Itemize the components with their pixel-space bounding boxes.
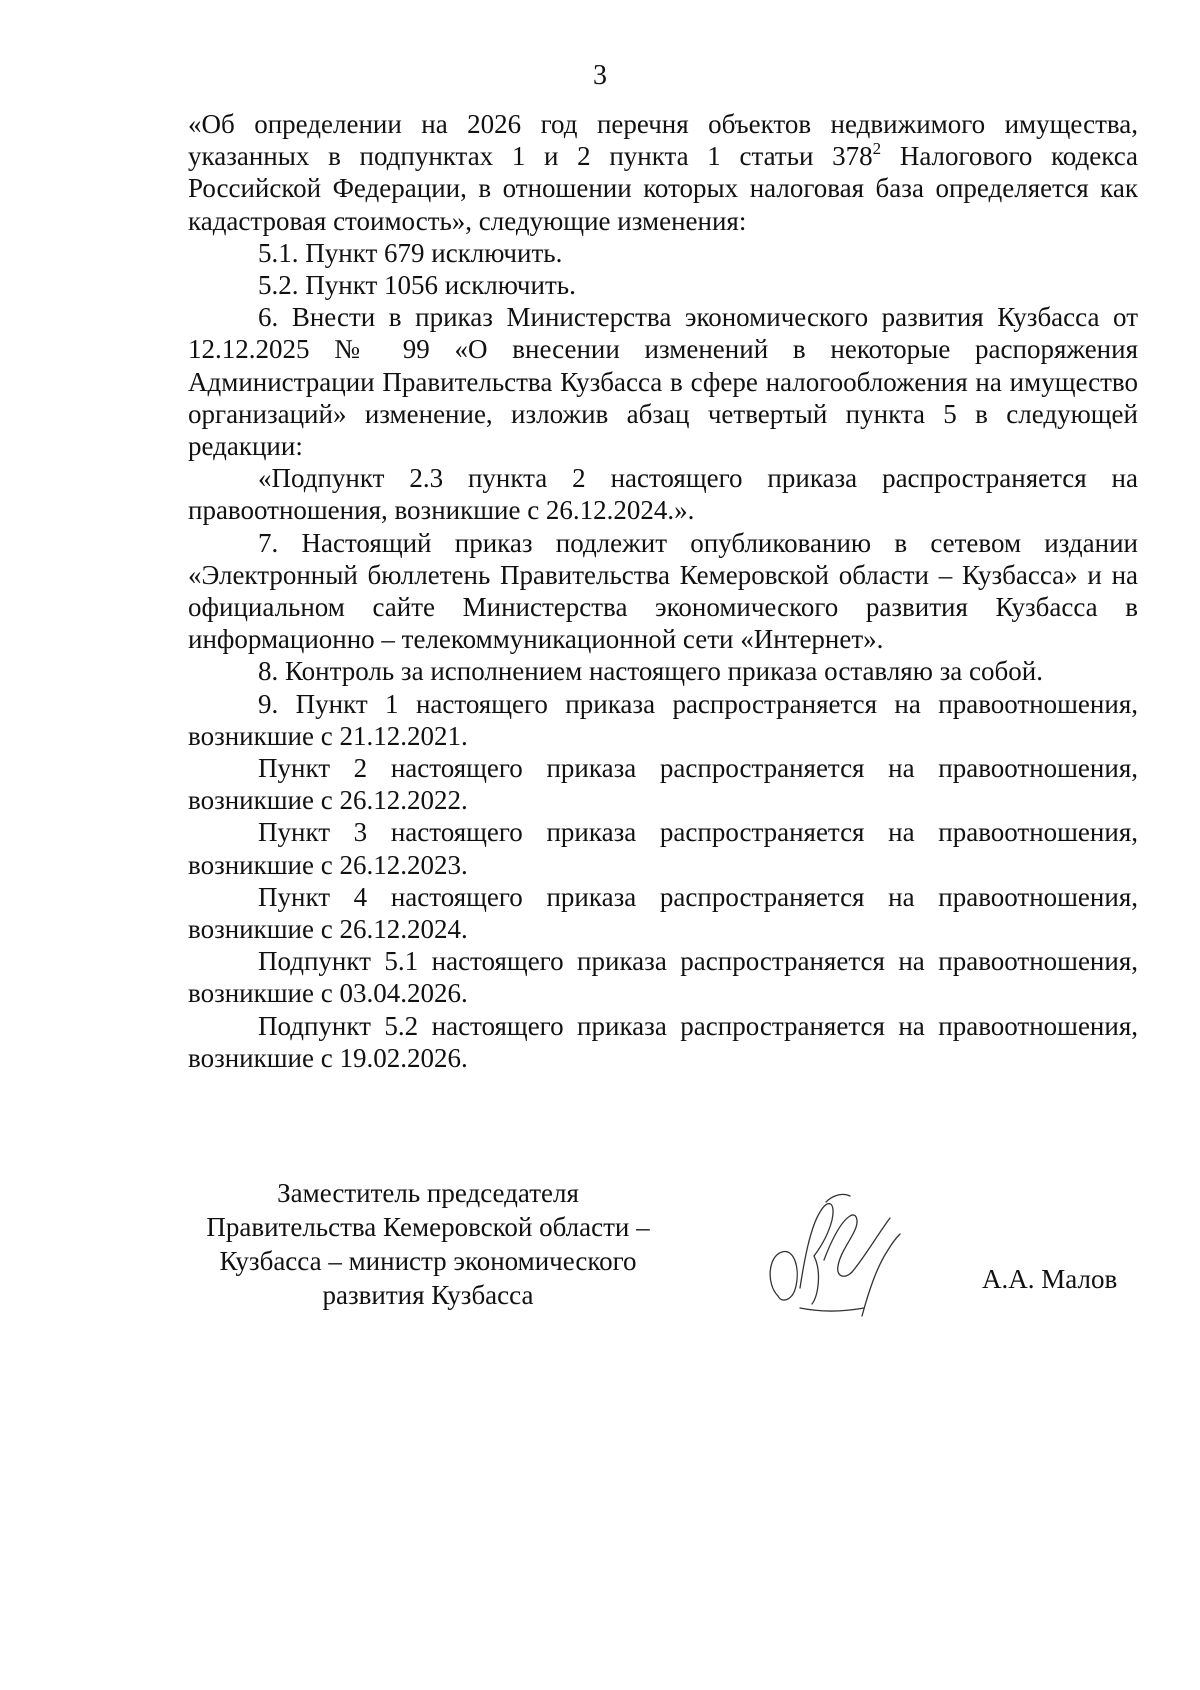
position-line: Правительства Кемеровской области –	[206, 1212, 650, 1242]
document-body	[188, 108, 1138, 1074]
intro-text: «Об определении на 2026 год перечня объектов недвижимого имущества, указанных в подпунктах 1 и 2 пункта 1 статьи 378	[188, 109, 1138, 172]
signature-block	[0, 1176, 1200, 1316]
paragraph-5-2: 5.2. Пункт 1056 исключить.	[258, 270, 576, 301]
position-line: развития Кузбасса	[322, 1280, 534, 1310]
paragraph-9-item-2: Пункт 2 настоящего приказа распространяется на правоотношения, возникшие с 26.12.2022.	[188, 753, 1138, 816]
paragraph-6-quote: «Подпункт 2.3 пункта 2 настоящего приказа распространяется на правоотношения, возникшие с 26.12.2024.».	[188, 463, 1138, 526]
paragraph-5-1: 5.1. Пункт 679 исключить.	[258, 237, 563, 268]
signer-name: А.А. Малов	[982, 1264, 1118, 1294]
paragraph-8: 8. Контроль за исполнением настоящего приказа оставляю за собой.	[258, 656, 1043, 687]
paragraph-9-item-5-2: Подпункт 5.2 настоящего приказа распространяется на правоотношения, возникшие с 19.02.2026.	[188, 1010, 1138, 1073]
handwritten-signature-icon	[760, 1176, 930, 1326]
intro-paragraph	[188, 108, 1138, 237]
intro-text-continued: Налогового кодекса Российской Федерации, в отношении которых налоговая база определяется как кадастровая стоимость», следующие изменения:	[188, 141, 1138, 236]
paragraph-6: 6. Внести в приказ Министерства экономического развития Кузбасса от 12.12.2025 № 99 «О внесении изменений в некоторые распоряжения Администрации Правительства Кузбасса в сфере налогообложения на имущество организаций» изменение, изложив абзац четвертый пункта 5 в следующей редакции:	[188, 302, 1138, 462]
position-line: Кузбасса – министр экономического	[219, 1246, 637, 1276]
article-superscript: 2	[872, 139, 882, 159]
paragraph-9: 9. Пункт 1 настоящего приказа распространяется на правоотношения, возникшие с 21.12.2021.	[188, 688, 1138, 751]
position-line: Заместитель председателя	[277, 1178, 579, 1208]
paragraph-9-item-3: Пункт 3 настоящего приказа распространяется на правоотношения, возникшие с 26.12.2023.	[188, 817, 1138, 880]
paragraph-9-item-4: Пункт 4 настоящего приказа распространяется на правоотношения, возникшие с 26.12.2024.	[188, 881, 1138, 945]
paragraph-7: 7. Настоящий приказ подлежит опубликованию в сетевом издании «Электронный бюллетень Правительства Кемеровской области – Кузбасса» и на официальном сайте Министерства экономического развития Кузбасса в информационно – телекоммуникационной сети «Интернет».	[188, 527, 1138, 655]
paragraph-9-item-5-1: Подпункт 5.1 настоящего приказа распространяется на правоотношения, возникшие с 03.04.2026.	[188, 946, 1138, 1009]
page-number: 3	[593, 60, 607, 91]
signer-position	[168, 1176, 688, 1312]
